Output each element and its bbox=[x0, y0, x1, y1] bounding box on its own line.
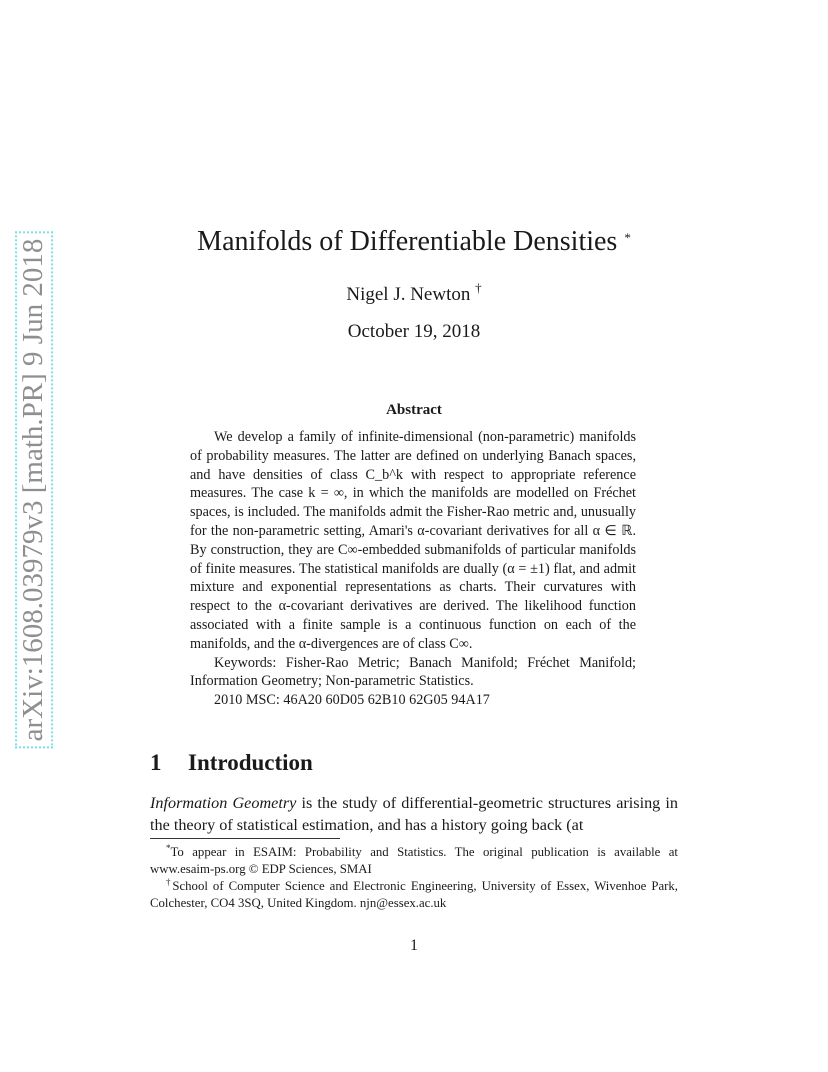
footnote-mark: † bbox=[166, 877, 173, 887]
section-heading bbox=[150, 748, 313, 778]
author-line bbox=[0, 282, 828, 308]
footnotes-block bbox=[150, 844, 678, 912]
abstract-heading: Abstract bbox=[386, 402, 442, 418]
arxiv-identifier-stamp: arXiv:1608.03979v3 [math.PR] 9 Jun 2018 bbox=[18, 235, 50, 746]
abstract-block bbox=[190, 428, 636, 710]
intro-italic-term: Information Geometry bbox=[150, 794, 297, 812]
footnote-text: School of Computer Science and Electronic Engineering, University of Essex, Wivenhoe Park, Colchester, CO4 3SQ, United Kingdom. njn@essex.ac.uk bbox=[150, 879, 678, 910]
paper-date: October 19, 2018 bbox=[347, 321, 481, 342]
footnote-divider bbox=[150, 838, 340, 839]
footnote bbox=[150, 878, 678, 912]
abstract-body: We develop a family of infinite-dimensional (non-parametric) manifolds of probability measures. The latter are defined on underlying Banach spaces, and have densities of class C_b^k with respect to appropriate reference measures. The case k = ∞, in which the manifolds are modelled on Fréchet spaces, is included. The manifolds admit the Fisher-Rao metric and, unusually for the non-parametric setting, Amari's α-covariant derivatives for all α ∈ ℝ. By construction, they are C∞-embedded submanifolds of particular manifolds of finite measures. The statistical manifolds are dually (α = ±1) flat, and admit mixture and exponential representations as charts. Their curvatures with respect to the α-covariant derivatives are derived. The likelihood function associated with a finite sample is a continuous function on each of the manifolds, and the α-divergences are of class C∞. bbox=[190, 429, 636, 652]
abstract-keywords: Keywords: Fisher-Rao Metric; Banach Manifold; Fréchet Manifold; Information Geometry; Non-parametric Statistics. bbox=[190, 654, 636, 690]
section-title: Introduction bbox=[188, 750, 313, 775]
intro-text: is the study of differential-geometric structures arising in the theory of statistical estimation, and has a history going back (at bbox=[150, 794, 678, 834]
intro-paragraph bbox=[150, 792, 678, 836]
page-number: 1 bbox=[410, 937, 418, 954]
footnote bbox=[150, 844, 678, 878]
title-footnote-mark: * bbox=[624, 230, 631, 245]
author-footnote-mark: † bbox=[475, 280, 482, 295]
footnote-mark: * bbox=[166, 843, 171, 853]
abstract-msc: 2010 MSC: 46A20 60D05 62B10 62G05 94A17 bbox=[214, 692, 490, 709]
section-number: 1 bbox=[150, 750, 162, 775]
paper-title-text: Manifolds of Differentiable Densities bbox=[197, 226, 618, 257]
paper-title bbox=[0, 222, 828, 262]
author-name: Nigel J. Newton bbox=[346, 284, 471, 305]
footnote-text: To appear in ESAIM: Probability and Statistics. The original publication is available at www.esaim-ps.org © EDP Sciences, SMAI bbox=[150, 845, 678, 876]
